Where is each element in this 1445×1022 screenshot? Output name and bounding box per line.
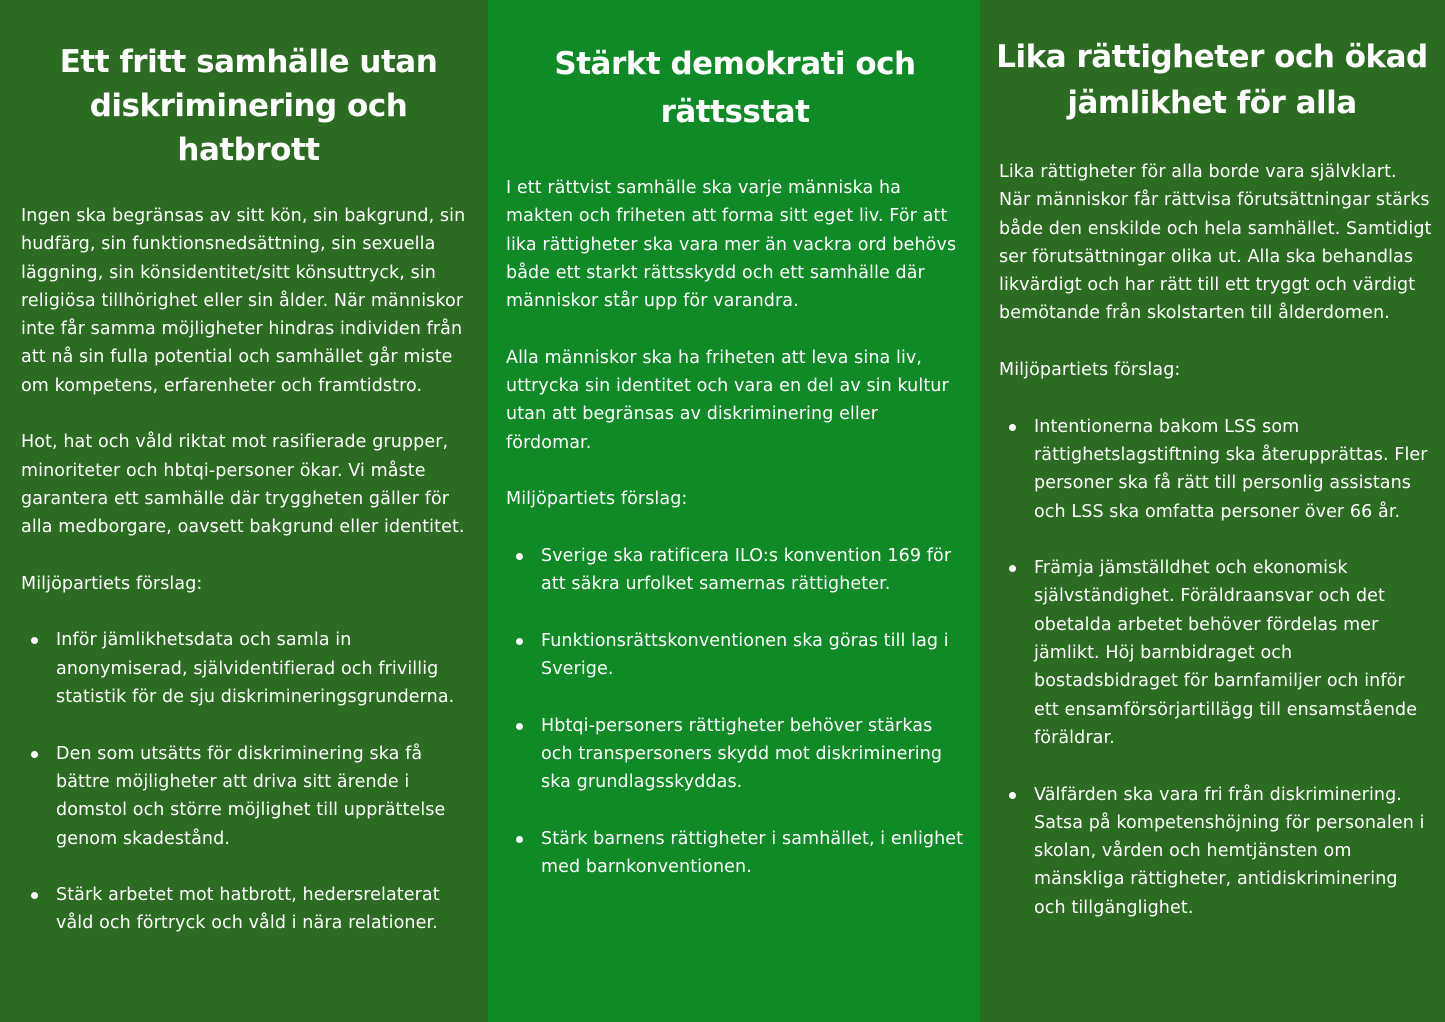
bullet-icon bbox=[516, 723, 523, 730]
bullet-icon bbox=[1009, 565, 1016, 572]
proposal-list bbox=[506, 542, 964, 882]
list-item-text: Sverige ska ratificera ILO:s konvention 169 för att säkra urfolket samernas rättigheter. bbox=[541, 545, 952, 595]
proposals-heading: Miljöpartiets förslag: bbox=[999, 360, 1181, 381]
list-item-text: Stärk barnens rättigheter i samhället, i enlighet med barnkonventionen. bbox=[541, 828, 964, 878]
list-item-text: Funktionsrättskonventionen ska göras till lag i Sverige. bbox=[541, 630, 949, 680]
list-item-text: Välfärden ska vara fri från diskriminering. Satsa på kompetenshöjning för personalen i skolan, vården och hemtjänsten om mänskliga rättigheter, antidiskriminering och tillgänglighet. bbox=[1034, 784, 1425, 918]
column-left bbox=[0, 0, 488, 1022]
list-item-text: Stärk arbetet mot hatbrott, hedersrelaterat våld och förtryck och våld i nära relationer. bbox=[56, 885, 440, 934]
paragraph: Ingen ska begränsas av sitt kön, sin bakgrund, sin hudfärg, sin funktionsnedsättning, sin sexuella läggning, sin könsidentitet/sitt könsuttryck, sin religiösa tillhörighet eller sin ålder. När människor inte får samma möjligheter hindras individen från att nå sin fulla potential och samhället går miste om kompetens, erfarenheter och framtidstro. bbox=[21, 206, 466, 396]
list-item bbox=[506, 825, 964, 882]
bullet-icon bbox=[1009, 792, 1016, 799]
list-item-text: Den som utsätts för diskriminering ska få bättre möjligheter att driva sitt ärende i domstol och större möjlighet till upprättelse genom skadestånd. bbox=[56, 743, 446, 849]
bullet-icon bbox=[1009, 424, 1016, 431]
bullet-icon bbox=[31, 892, 38, 899]
list-item bbox=[999, 554, 1433, 752]
column-body bbox=[21, 202, 476, 938]
list-item bbox=[506, 627, 964, 684]
paragraph: Alla människor ska ha friheten att leva sina liv, uttrycka sin identitet och vara en del av sin kultur utan att begränsas av diskriminering eller fördomar. bbox=[506, 347, 949, 453]
proposal-list bbox=[999, 413, 1433, 922]
list-item bbox=[21, 626, 476, 711]
bullet-icon bbox=[31, 751, 38, 758]
proposals-heading: Miljöpartiets förslag: bbox=[506, 489, 688, 510]
column-title: Stärkt demokrati och rättsstat bbox=[554, 46, 916, 130]
column-right bbox=[980, 0, 1445, 1022]
list-item-text: Främja jämställdhet och ekonomisk självständighet. Föräldraansvar och det obetalda arbetet behöver fördelas mer jämlikt. Höj barnbidraget och bostadsbidraget för barnfamiljer och inför ett ensamförsörjartillägg till ensamstående föräldrar. bbox=[1034, 558, 1418, 748]
list-item bbox=[506, 712, 964, 797]
bullet-icon bbox=[516, 836, 523, 843]
column-body bbox=[506, 174, 964, 881]
column-title: Lika rättigheter och ökad jämlikhet för alla bbox=[996, 39, 1428, 121]
column-title: Ett fritt samhälle utan diskriminering och hatbrott bbox=[59, 44, 438, 168]
list-item bbox=[506, 542, 964, 599]
proposals-heading: Miljöpartiets förslag: bbox=[21, 573, 203, 594]
column-middle bbox=[488, 0, 980, 1022]
proposal-list bbox=[21, 626, 476, 937]
list-item-text: Intentionerna bakom LSS som rättighetslagstiftning ska återupprättas. Fler personer ska få rätt till personlig assistans och LSS ska omfatta personer över 66 år. bbox=[1034, 416, 1428, 522]
list-item bbox=[999, 413, 1433, 526]
paragraph: Hot, hat och våld riktat mot rasifierade grupper, minoriteter och hbtqi-personer ökar. Vi måste garantera ett samhälle där tryggheten gäller för alla medborgare, oavsett bakgrund eller identitet. bbox=[21, 432, 465, 538]
list-item bbox=[21, 740, 476, 853]
bullet-icon bbox=[31, 637, 38, 644]
list-item bbox=[21, 881, 476, 938]
column-body bbox=[991, 158, 1433, 922]
bullet-icon bbox=[516, 553, 523, 560]
bullet-icon bbox=[516, 638, 523, 645]
paragraph: Lika rättigheter för alla borde vara självklart. När människor får rättvisa förutsättningar stärks både den enskilde och hela samhället. Samtidigt ser förutsättningar olika ut. Alla ska behandlas likvärdigt och har rätt till ett tryggt och värdigt bemötande från skolstarten till ålderdomen. bbox=[999, 162, 1432, 324]
list-item-text: Inför jämlikhetsdata och samla in anonymiserad, självidentifierad och frivillig statistik för de sju diskrimineringsgrunderna. bbox=[56, 630, 455, 708]
list-item-text: Hbtqi-personers rättigheter behöver stärkas och transpersoners skydd mot diskriminering ska grundlagsskyddas. bbox=[541, 715, 943, 793]
paragraph: I ett rättvist samhälle ska varje människa ha makten och friheten att forma sitt eget liv. För att lika rättigheter ska vara mer än vackra ord behövs både ett starkt rättsskydd och ett samhälle där människor står upp för varandra. bbox=[506, 178, 957, 312]
list-item bbox=[999, 781, 1433, 922]
